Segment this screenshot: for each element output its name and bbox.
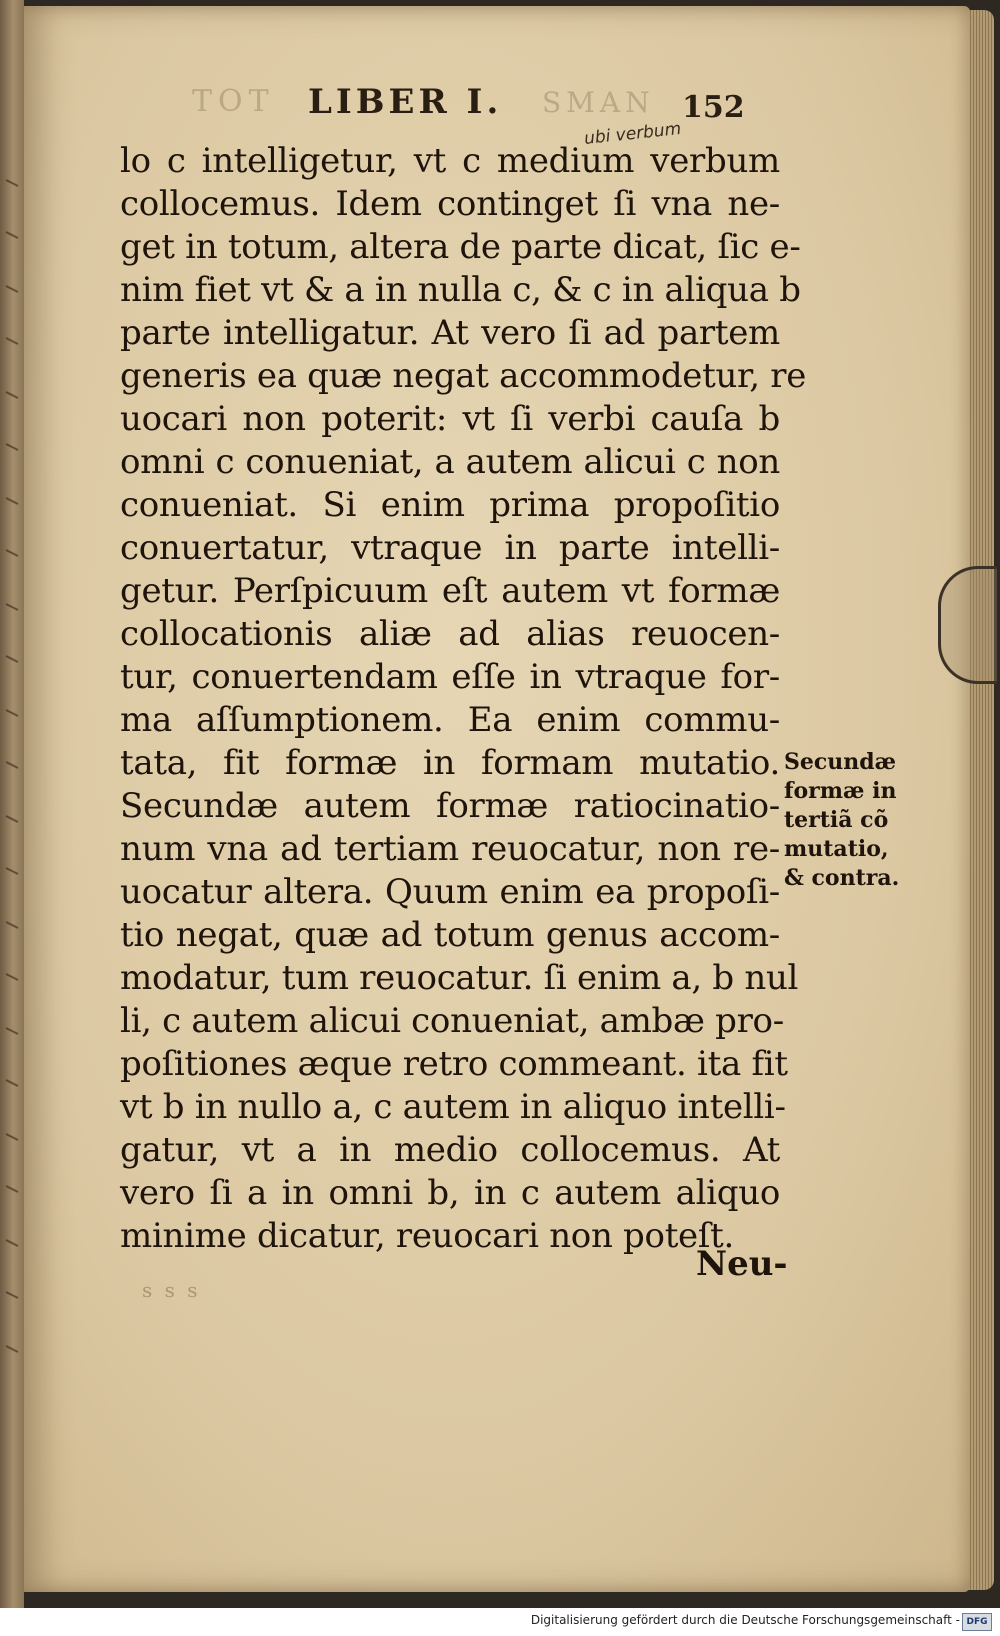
text-line: num vna ad tertiam reuocatur, non re- (120, 829, 780, 869)
text-line: collocemus. Idem continget ſi vna ne- (120, 184, 780, 224)
footer-bar (0, 1608, 1000, 1636)
marginal-note (784, 748, 924, 893)
text-line: gatur, vt a in medio collocemus. At (120, 1130, 780, 1170)
text-line: parte intelligatur. At vero ſi ad partem (120, 313, 780, 353)
text-line: ma aſſumptionem. Ea enim commu- (120, 700, 780, 740)
text-line: generis ea quæ negat accommodetur, re (120, 356, 807, 396)
footer-credit: Digitalisierung gefördert durch die Deutsche Forschungsgemeinschaft - (530, 1613, 960, 1627)
text-line: uocari non poterit: vt ſi verbi cauſa b (120, 399, 780, 439)
text-line: uocatur altera. Quum enim ea propoſi- (120, 872, 780, 912)
book-clasp (938, 566, 997, 684)
text-line: tur, conuertendam eſſe in vtraque for- (120, 657, 780, 697)
text-line: getur. Perſpicuum eſt autem vt formæ (120, 571, 780, 611)
text-line: nim fiet vt & a in nulla c, & c in aliqua b (120, 270, 801, 310)
text-line: poſitiones æque retro commeant. ita fit (120, 1044, 788, 1084)
signature-mark: s s s (142, 1278, 201, 1302)
text-line: omni c conueniat, a autem alicui c non (120, 442, 780, 482)
text-line: lo c intelligetur, vt c medium verbum (120, 141, 780, 181)
body-text (120, 140, 807, 1258)
text-line: conuertatur, vtraque in parte intelli- (120, 528, 780, 568)
text-line: get in totum, altera de parte dicat, ſic e- (120, 227, 801, 267)
marginal-note-line: mutatio, (784, 836, 889, 862)
text-line: collocationis aliæ ad alias reuocen- (120, 614, 780, 654)
text-line: modatur, tum reuocatur. ſi enim a, b nul (120, 958, 799, 998)
running-head-bleed-right: SMAN (542, 86, 655, 119)
book-page (24, 6, 970, 1592)
text-line: minime dicatur, reuocari non poteſt. (120, 1216, 735, 1256)
marginal-note-line: & contra. (784, 865, 900, 891)
handwritten-annotation: ubi verbum (583, 118, 683, 150)
text-line: tata, fit formæ in formam mutatio. (120, 743, 780, 783)
text-line: li, c autem alicui conueniat, ambæ pro- (120, 1001, 784, 1041)
text-line: conueniat. Si enim prima propoſitio (120, 485, 780, 525)
text-line: vero ſi a in omni b, in c autem aliquo (120, 1173, 780, 1213)
text-line: vt b in nullo a, c autem in aliquo intelli- (120, 1087, 786, 1127)
page-stack-edge (968, 10, 994, 1590)
text-line: Secundæ autem formæ ratiocinatio- (120, 786, 780, 826)
left-page-text-fragments (0, 0, 24, 1608)
dfg-logo-icon: DFG (962, 1613, 992, 1631)
marginal-note-line: Secundæ (784, 749, 897, 775)
text-line: tio negat, quæ ad totum genus accom- (120, 915, 780, 955)
marginal-note-line: formæ in (784, 778, 897, 804)
running-head-title: LIBER I. (308, 82, 503, 122)
marginal-note-line: tertiã cõ (784, 807, 889, 833)
catchword: Neu- (696, 1244, 788, 1284)
running-head-bleed-left: TOT (192, 84, 275, 119)
folio-number: 152 (682, 90, 745, 125)
